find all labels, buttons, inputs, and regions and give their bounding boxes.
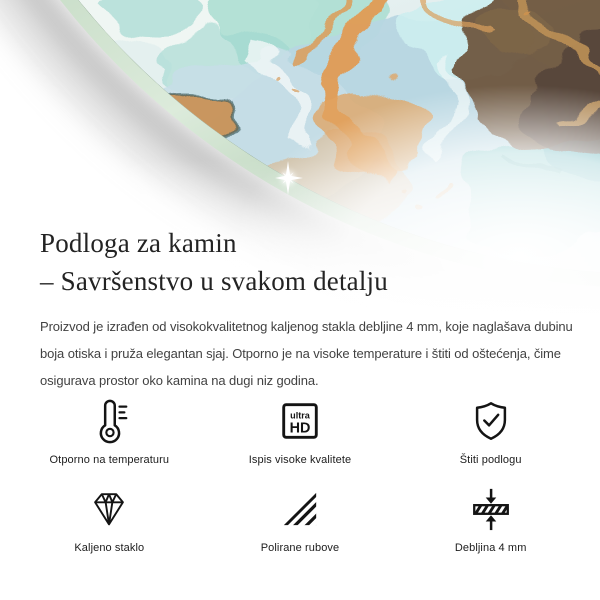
feature-grid	[0, 398, 600, 554]
feature-label: Kaljeno staklo	[74, 542, 145, 554]
feature-protects-surface	[395, 398, 586, 466]
page-title-line2: – Savršenstvo u svakom detalju	[40, 266, 388, 296]
page-title	[40, 224, 388, 300]
feature-heat-resistant	[14, 398, 205, 466]
diamond-icon	[86, 486, 132, 532]
feature-label: Polirane rubove	[260, 542, 340, 554]
hd-text: HD	[289, 420, 311, 437]
polished-edges-icon	[277, 486, 323, 532]
feature-label: Štiti podlogu	[459, 454, 522, 466]
ultra-text: ultra	[290, 410, 310, 421]
feature-label: Debljina 4 mm	[454, 542, 527, 554]
feature-high-quality-print	[205, 398, 396, 466]
feature-thickness	[395, 486, 586, 554]
product-description	[40, 313, 573, 394]
page-title-line1: Podloga za kamin	[40, 228, 237, 258]
description-line1: Proizvod je izrađen od visokokvalitetnog kaljenog stakla debljine 4 mm, koje naglašava dubinu	[40, 319, 573, 334]
feature-label: Ispis visoke kvalitete	[248, 454, 352, 466]
thermometer-icon	[86, 398, 132, 444]
shield-check-icon	[468, 398, 514, 444]
description-line2: boja otiska i pruža elegantan sjaj. Otporno je na visoke temperature i štiti od oštećenja, čime	[40, 346, 561, 361]
feature-tempered-glass	[14, 486, 205, 554]
feature-label: Otporno na temperaturu	[49, 454, 170, 466]
ultra-hd-icon	[277, 398, 323, 444]
description-line3: osigurava prostor oko kamina na dugi niz godina.	[40, 373, 319, 388]
thickness-icon	[468, 486, 514, 532]
feature-polished-edges	[205, 486, 396, 554]
